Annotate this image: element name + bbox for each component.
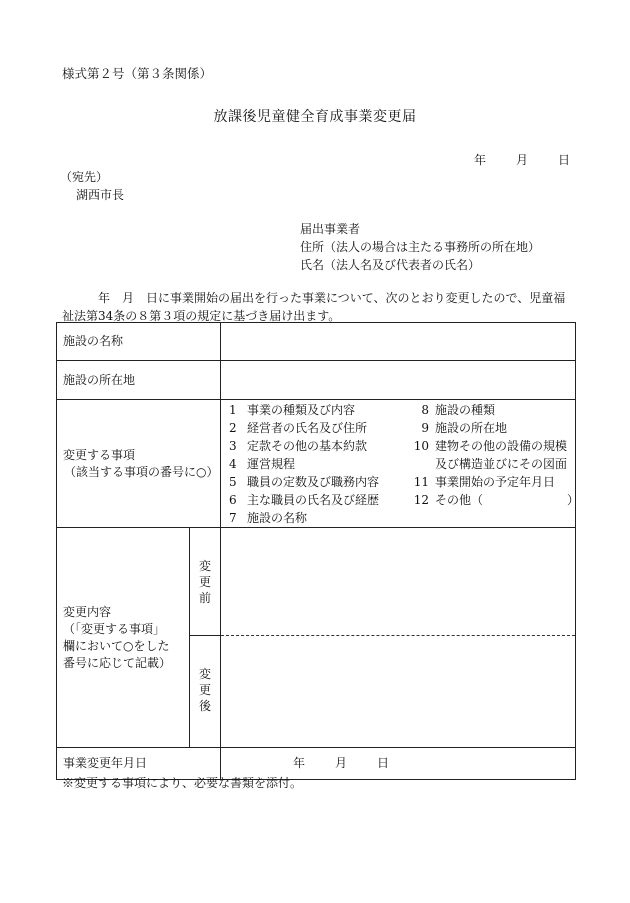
after-char-1: 変	[199, 667, 212, 681]
change-item-number: 8	[421, 403, 430, 417]
addressee-name: 湖西市長	[76, 188, 125, 202]
change-item[interactable]	[409, 473, 579, 491]
addressee-label: （宛先）	[60, 170, 109, 184]
date-day-label: 日	[558, 153, 571, 167]
change-item[interactable]	[409, 419, 579, 437]
change-item[interactable]	[229, 419, 409, 437]
change-item-text: 建物その他の設備の規模	[435, 439, 568, 453]
change-item[interactable]	[229, 455, 409, 473]
change-item-text: 事業開始の予定年月日	[435, 475, 556, 489]
footnote: ※変更する事項により、必要な書類を添付。	[62, 776, 303, 790]
facility-address-field[interactable]	[221, 361, 576, 400]
change-item-text: 施設の種類	[435, 403, 496, 417]
change-items-note: （該当する事項の番号に○）	[64, 464, 219, 479]
change-item-number	[409, 455, 429, 473]
change-date-year: 年	[293, 756, 306, 770]
change-notification-table	[56, 322, 580, 780]
intro-paragraph: 年 月 日に事業開始の届出を行った事業について、次のとおり変更したので、児童福祉法第34条の８第３項の規定に基づき届け出ます。	[62, 291, 566, 323]
change-item-text: 主な職員の氏名及び経歴	[247, 493, 380, 507]
change-item[interactable]	[409, 455, 579, 473]
change-item-text: 施設の名称	[247, 511, 308, 525]
document-title: 放課後児童健全育成事業変更届	[213, 109, 417, 125]
change-content-label: 変更内容	[63, 604, 112, 619]
change-date-month: 月	[335, 756, 348, 770]
change-item-text: 職員の定数及び職務内容	[247, 475, 380, 489]
change-item-number: 3	[229, 439, 237, 453]
change-item-number: 6	[229, 493, 237, 507]
change-item-text: 定款その他の基本約款	[247, 439, 368, 453]
change-item-number: 5	[229, 475, 237, 489]
change-item-text: 運営規程	[247, 457, 296, 471]
change-item[interactable]	[409, 491, 579, 509]
after-label	[190, 636, 221, 748]
date-month-label: 月	[516, 153, 529, 167]
change-date-label: 事業変更年月日	[57, 748, 221, 780]
before-label	[190, 528, 221, 636]
after-content-field[interactable]	[221, 636, 576, 748]
change-items-label-cell	[57, 400, 221, 528]
submission-date[interactable]	[474, 151, 570, 168]
change-item[interactable]	[229, 491, 409, 509]
change-item[interactable]	[229, 437, 409, 455]
before-char-1: 変	[199, 559, 212, 573]
change-content-label-cell	[57, 528, 190, 748]
change-content-note-1: （「変更する事項」	[63, 621, 166, 636]
notifier-name-label[interactable]: 氏名（法人名及び代表者の氏名）	[300, 258, 481, 272]
change-items-label: 変更する事項	[63, 447, 136, 462]
change-items-right-column	[409, 401, 579, 527]
change-items-left-column	[229, 401, 409, 527]
notifier-title: 届出事業者	[300, 222, 361, 236]
change-item-text: 経営者の氏名及び住所	[247, 421, 368, 435]
change-content-note-2: 欄において○をした	[63, 638, 170, 653]
change-item-number: 2	[229, 421, 237, 435]
notifier-address-label[interactable]: 住所（法人の場合は主たる事務所の所在地）	[300, 240, 541, 254]
date-year-label: 年	[474, 153, 487, 167]
before-char-2: 更	[199, 575, 212, 589]
change-content-note-3: 番号に応じて記載）	[63, 655, 172, 670]
change-date-day: 日	[377, 756, 390, 770]
change-item[interactable]	[229, 509, 409, 527]
change-item-number: 11	[413, 475, 430, 489]
change-item[interactable]	[409, 401, 579, 419]
change-item-number: 4	[229, 457, 237, 471]
change-item-text: その他（ ）	[435, 493, 580, 507]
change-item-number: 7	[229, 511, 237, 525]
facility-name-field[interactable]	[221, 323, 576, 361]
change-item-number: 12	[413, 493, 430, 507]
change-item-text: 施設の所在地	[435, 421, 508, 435]
form-number: 様式第２号（第３条関係）	[62, 66, 213, 81]
change-item-number: 9	[421, 421, 430, 435]
change-items-list[interactable]	[221, 400, 580, 528]
change-item-text: 及び構造並びにその図面	[435, 457, 568, 471]
change-item[interactable]	[229, 401, 409, 419]
change-item[interactable]	[409, 437, 579, 455]
facility-name-label: 施設の名称	[57, 323, 221, 361]
after-char-2: 更	[199, 683, 212, 697]
after-char-3: 後	[199, 699, 212, 713]
change-item-number: 10	[413, 439, 430, 453]
change-item-number: 1	[229, 403, 237, 417]
change-item-text: 事業の種類及び内容	[247, 403, 356, 417]
facility-address-label: 施設の所在地	[57, 361, 221, 400]
before-content-field[interactable]	[221, 528, 576, 636]
change-item[interactable]	[229, 473, 409, 491]
before-char-3: 前	[199, 591, 212, 605]
